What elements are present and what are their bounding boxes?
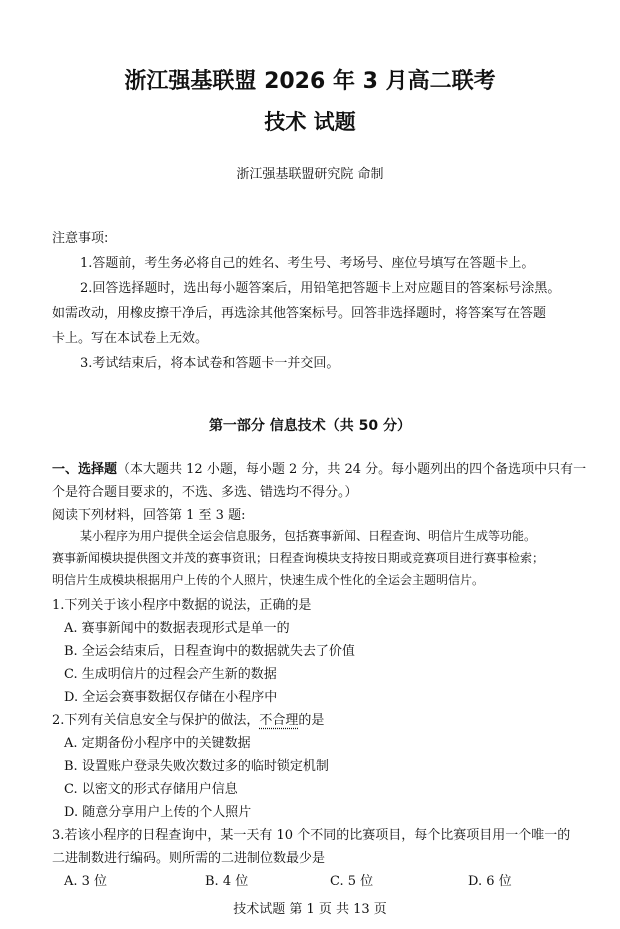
reading-instruction: 阅读下列材料，回答第 1 至 3 题: <box>52 508 246 523</box>
notice-line-1: 1.答题前，考生务必将自己的姓名、考生号、考场号、座位号填写在答题卡上。 <box>80 256 535 271</box>
page-footer: 技术试题 第 1 页 共 13 页 <box>233 902 387 917</box>
notice-line-2: 2.回答选择题时，选出每小题答案后，用铅笔把答题卡上对应题目的答案标号涂黑。 <box>80 281 561 296</box>
q3-option-a: A. 3 位 <box>64 874 108 889</box>
notice-line-3: 如需改动，用橡皮擦干净后，再选涂其他答案标号。回答非选择题时，将答案写在答题 <box>52 306 547 321</box>
q2-stem-post: 的是 <box>298 713 325 728</box>
exam-author: 浙江强基联盟研究院 命制 <box>236 167 384 182</box>
notice-heading: 注意事项: <box>52 231 109 246</box>
section-title: 第一部分 信息技术（共 50 分） <box>208 418 412 434</box>
q1-option-d: D. 全运会赛事数据仅存储在小程序中 <box>64 690 278 705</box>
exam-subject: 技术 试题 <box>264 110 356 134</box>
mc-heading <box>52 458 586 477</box>
q2-stem-pre: 2.下列有关信息安全与保护的做法， <box>52 713 260 728</box>
q1-option-b: B. 全运会结束后，日程查询中的数据就失去了价值 <box>64 644 355 659</box>
q2-option-c: C. 以密文的形式存储用户信息 <box>64 782 238 797</box>
material-line-1: 某小程序为用户提供全运会信息服务，包括赛事新闻、日程查询、明信片生成等功能。 <box>80 529 537 543</box>
material-line-3: 明信片生成模块根据用户上传的个人照片，快速生成个性化的全运会主题明信片。 <box>52 573 485 587</box>
mc-desc-2: 个是符合题目要求的，不选、多选、错选均不得分。） <box>52 485 358 500</box>
q3-stem-line-1: 3.若该小程序的日程查询中，某一天有 10 个不同的比赛项目，每个比赛项目用一个唯一的 <box>52 828 571 843</box>
q2-option-d: D. 随意分享用户上传的个人照片 <box>64 805 252 820</box>
q1-stem: 1.下列关于该小程序中数据的说法，正确的是 <box>52 598 312 613</box>
mc-desc-1: （本大题共 12 小题，每小题 2 分，共 24 分。每小题列出的四个备选项中只有一 <box>117 462 587 477</box>
material-line-2: 赛事新闻模块提供图文并茂的赛事资讯；日程查询模块支持按日期或竞赛项目进行赛事检索； <box>52 551 545 565</box>
mc-label: 一、选择题 <box>52 462 118 477</box>
q1-option-c: C. 生成明信片的过程会产生新的数据 <box>64 667 277 682</box>
q3-stem-line-2: 二进制数进行编码。则所需的二进制位数最少是 <box>52 851 326 866</box>
exam-title: 浙江强基联盟 2026 年 3 月高二联考 <box>124 69 496 94</box>
q2-option-a: A. 定期备份小程序中的关键数据 <box>64 736 251 751</box>
q3-option-b: B. 4 位 <box>205 874 249 889</box>
notice-line-5: 3.考试结束后，将本试卷和答题卡一并交回。 <box>80 356 340 371</box>
q2-option-b: B. 设置账户登录失败次数过多的临时锁定机制 <box>64 759 329 774</box>
q2-stem <box>52 709 324 728</box>
q2-stem-emphasis: 不合理 <box>259 713 299 728</box>
q3-option-d: D. 6 位 <box>468 874 512 889</box>
q1-option-a: A. 赛事新闻中的数据表现形式是单一的 <box>64 621 290 636</box>
notice-line-4: 卡上。写在本试卷上无效。 <box>52 331 209 346</box>
q3-option-c: C. 5 位 <box>330 874 374 889</box>
